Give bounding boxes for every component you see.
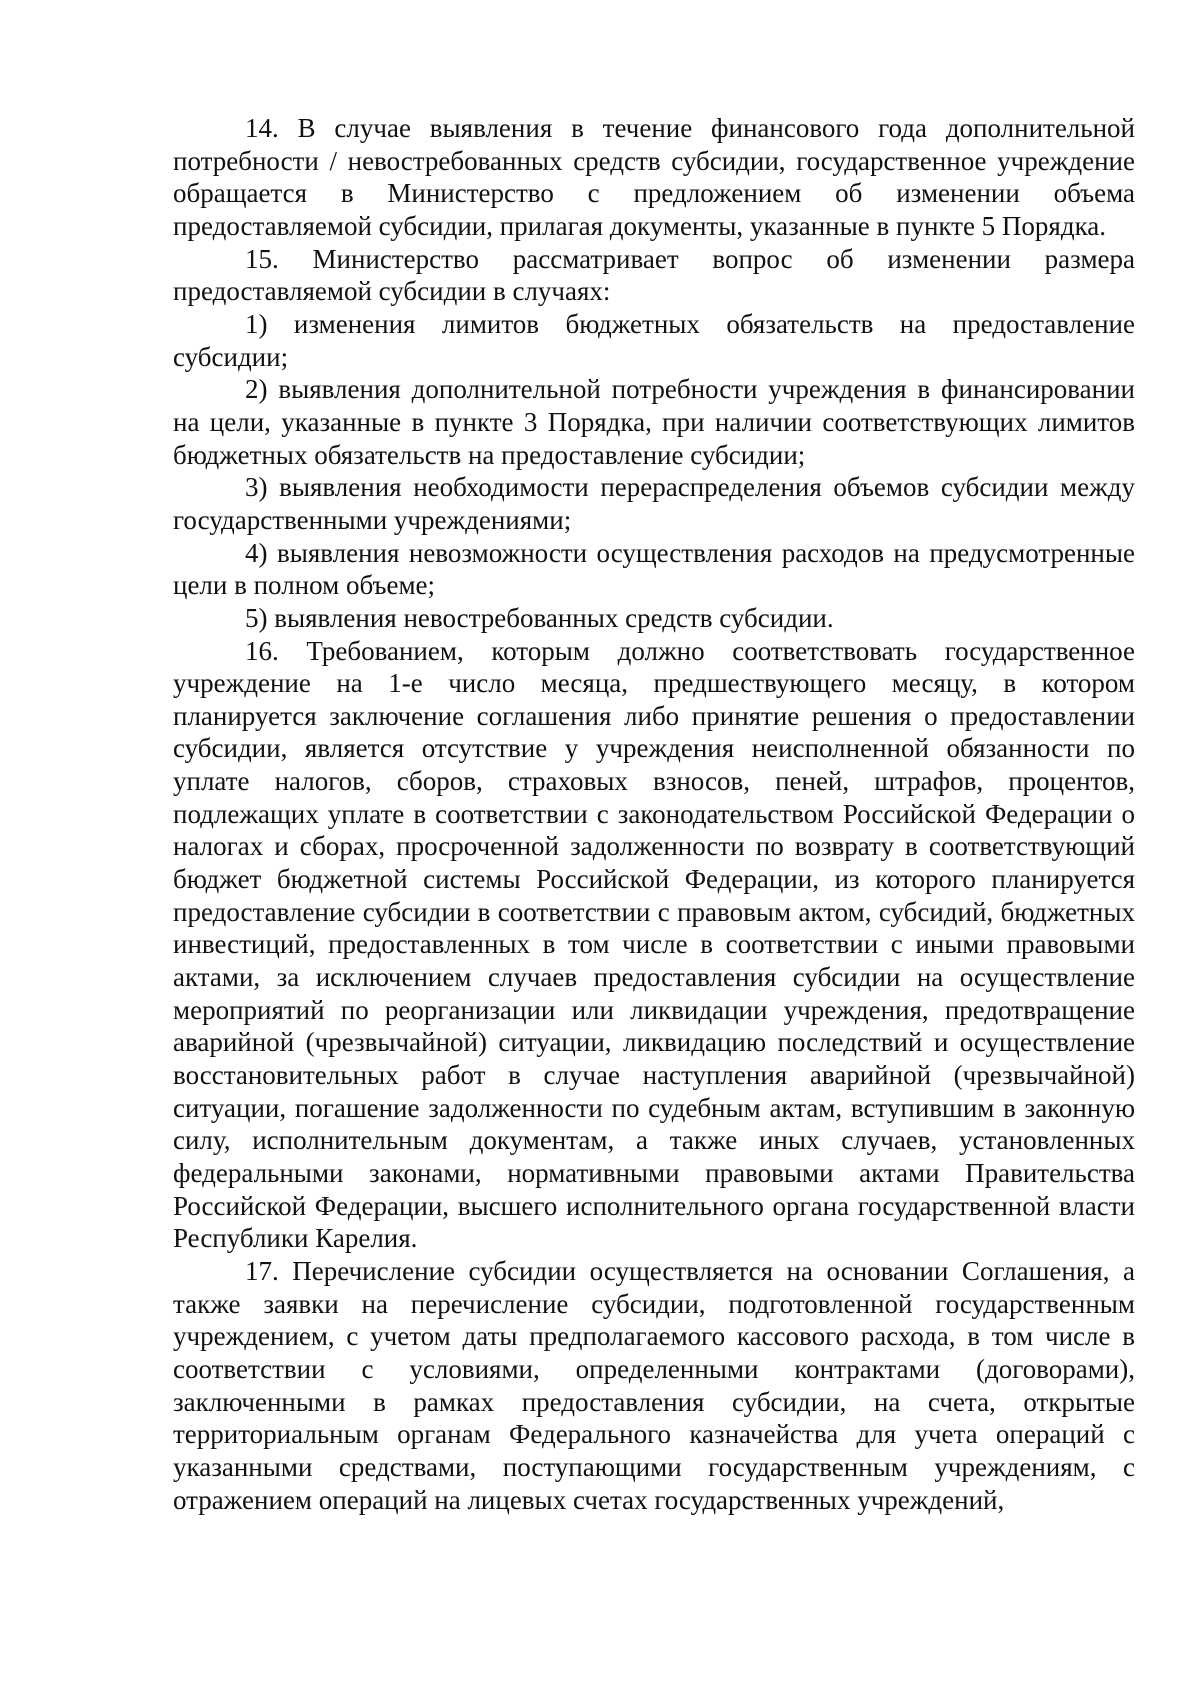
paragraph-15: 15. Министерство рассматривает вопрос об изменении размера предоставляемой субсидии в случаях:	[173, 243, 1135, 307]
document-page	[173, 112, 1135, 1516]
list-item-15-3: 3) выявления необходимости перераспределения объемов субсидии между государственными учреждениями;	[173, 472, 1135, 535]
list-item-15-1: 1) изменения лимитов бюджетных обязательств на предоставление субсидии;	[173, 308, 1135, 372]
list-item-15-4: 4) выявления невозможности осуществления расходов на предусмотренные цели в полном объеме;	[173, 537, 1135, 601]
list-item-15-5: 5) выявления невостребованных средств субсидии.	[245, 602, 834, 633]
paragraph-14: 14. В случае выявления в течение финансового года дополнительной потребности / невостребованных средств субсидии, государственное учреждение обращается в Министерство с предложением об изменении объема предоставляемой субсидии, прилагая документы, указанные в пункте 5 Порядка.	[173, 113, 1135, 241]
paragraph-16: 16. Требованием, которым должно соответствовать государственное учреждение на 1-е число месяца, предшествующего месяцу, в котором планируется заключение соглашения либо принятие решения о предоставлении субсидии, является отсутствие у учреждения неисполненной обязанности по уплате налогов, сборов, страховых взносов, пеней, штрафов, процентов, подлежащих уплате в соответствии с законодательством Российской Федерации о налогах и сборах, просроченной задолженности по возврату в соответствующий бюджет бюджетной системы Российской Федерации, из которого планируется предоставление субсидии в соответствии с правовым актом, субсидий, бюджетных инвестиций, предоставленных в том числе в соответствии с иными правовыми актами, за исключением случаев предоставления субсидии на осуществление мероприятий по реорганизации или ликвидации учреждения, предотвращение аварийной (чрезвычайной) ситуации, ликвидацию последствий и осуществление восстановительных работ в случае наступления аварийной (чрезвычайной) ситуации, погашение задолженности по судебным актам, вступившим в законную силу, исполнительным документам, а также иных случаев, установленных федеральными законами, нормативными правовыми актами Правительства Российской Федерации, высшего исполнительного органа государственной власти Республики Карелия.	[173, 635, 1135, 1254]
paragraph-17: 17. Перечисление субсидии осуществляется на основании Соглашения, а также заявки на перечисление субсидии, подготовленной государственным учреждением, с учетом даты предполагаемого кассового расхода, в том числе в соответствии с условиями, определенными контрактами (договорами), заключенными в рамках предоставления субсидии, на счета, открытые территориальным органам Федерального казначейства для учета операций с указанными средствами, поступающими государственным учреждениям, с отражением операций на лицевых счетах государственных учреждений,	[173, 1255, 1135, 1515]
list-item-15-2: 2) выявления дополнительной потребности учреждения в финансировании на цели, указанные в пункте 3 Порядка, при наличии соответствующих лимитов бюджетных обязательств на предоставление субсидии;	[173, 374, 1135, 470]
